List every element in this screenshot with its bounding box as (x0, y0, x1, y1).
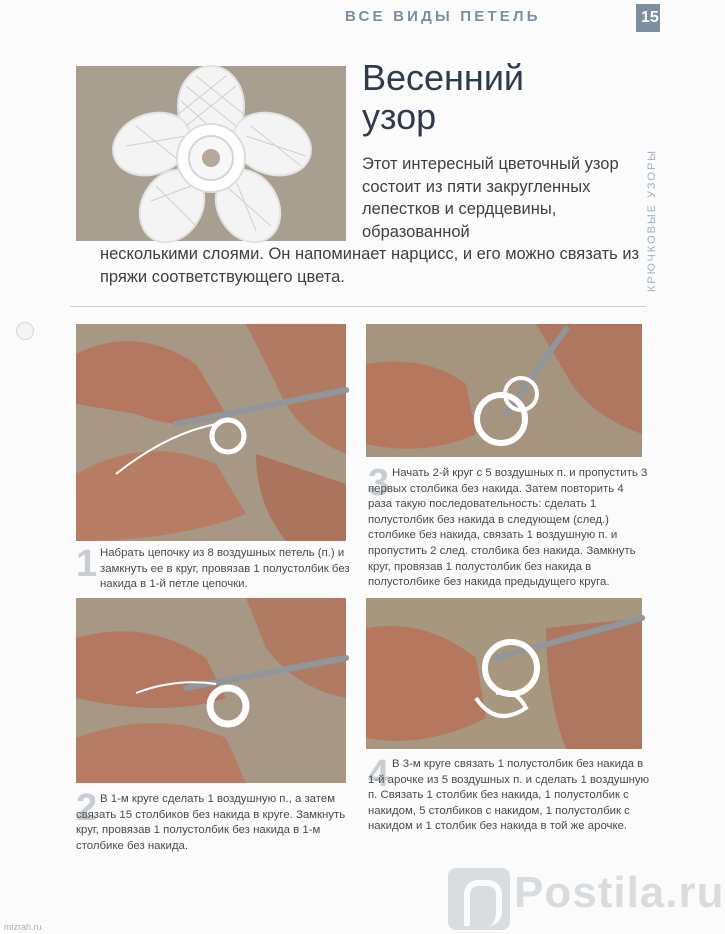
page-number: 15 (636, 4, 660, 32)
article-title (362, 58, 652, 136)
step-1-text: Набрать цепочку из 8 воздушных петель (п.) и замкнуть ее в круг, провязав 1 полустолбик без накида в 1-й петле цепочки. (100, 547, 350, 591)
binder-hole (16, 322, 34, 340)
intro-text-top: Этот интересный цветочный узор состоит из пяти закругленных лепестков и сердцевины, образованной (362, 155, 619, 241)
postila-logo-icon (448, 868, 510, 930)
step-2-photo (76, 598, 346, 783)
step-4-text: В 3-м круге связать 1 полустолбик без накида в 1-й арочке из 5 воздушных п. и сделать 1 воздушную п. Связать 1 столбик без накида, 1 полустолбик с накидом, 5 столбиков с накидом, 1 полустолбик с накидом и 1 столбик без накида в той же арочке. (368, 758, 650, 833)
section-title: ВСЕ ВИДЫ ПЕТЕЛЬ (345, 8, 541, 25)
source-credit: mizrah.ru (4, 922, 42, 932)
step-4-photo (366, 598, 642, 749)
step-4-number: 4 (368, 753, 390, 795)
intro-text-bottom: несколькими слоями. Он напоминает нарцисс, и его можно связать из пряжи соответствующего цвета. (100, 245, 640, 286)
step-2-text: В 1-м круге сделать 1 воздушную п., а затем связать 15 столбиков без накида в круге. Замкнуть круг, провязав 1 полустолбик без накида в 1-м столбике без накида. (76, 793, 346, 852)
divider (70, 306, 646, 307)
side-section-label: КРЮЧКОВЫЕ УЗОРЫ (646, 148, 658, 292)
title-line-2: узор (362, 96, 437, 137)
title-line-1: Весенний (362, 57, 525, 98)
step-3-number: 3 (368, 462, 390, 504)
step-2-number: 2 (76, 787, 98, 829)
flower-photo (76, 66, 346, 241)
step-3-photo (366, 324, 642, 457)
step-1-number: 1 (76, 543, 98, 585)
step-3-text: Начать 2-й круг с 5 воздушных п. и пропустить 3 первых столбика без накида. Затем повторить 4 раза такую последовательность: сделать 1 полустолбик без накида в следующем (след.) столбике без накида, связать 1 воздушную п. и пропустить 2 след. столбика без накида. Замкнуть круг, провязав 1 полустолбик без накида в полустолбике без накида предыдущего круга. (368, 467, 648, 589)
step-1-photo (76, 324, 346, 541)
watermark-brand: Postila.ru (514, 868, 725, 917)
